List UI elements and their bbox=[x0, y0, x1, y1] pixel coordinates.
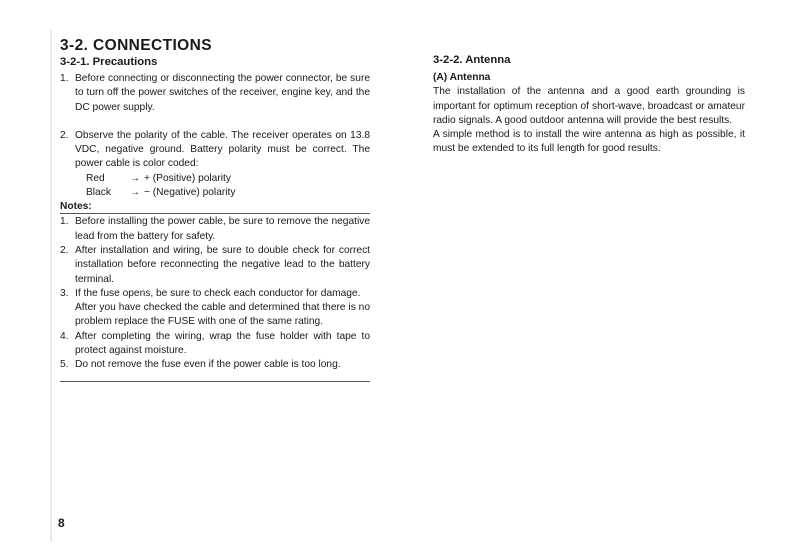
list-item bbox=[60, 244, 370, 287]
item-text: Before installing the power cable, be sure to remove the negative lead from the battery for safety. bbox=[75, 216, 370, 242]
antenna-heading: 3-2-2. Antenna bbox=[433, 54, 511, 66]
color-row-red bbox=[60, 172, 370, 186]
item-number: 5. bbox=[60, 359, 69, 371]
antenna-subheading: (A) Antenna bbox=[433, 72, 491, 83]
list-item bbox=[60, 330, 370, 359]
polarity-label: + (Positive) polarity bbox=[144, 172, 231, 184]
notes-list bbox=[60, 215, 370, 372]
notes-heading: Notes: bbox=[60, 200, 370, 214]
item-text: Before connecting or disconnecting the power connector, be sure to turn off the power switches of the receiver, engine key, and the DC power supply. bbox=[75, 73, 370, 113]
right-column bbox=[433, 54, 745, 157]
item-number: 3. bbox=[60, 287, 69, 299]
color-code-table bbox=[60, 172, 370, 201]
list-item bbox=[60, 287, 370, 330]
item-text: Do not remove the fuse even if the power cable is too long. bbox=[75, 359, 341, 371]
page-edge-shadow bbox=[50, 30, 52, 542]
item-number: 2. bbox=[60, 244, 69, 256]
item-text: After installation and wiring, be sure to double check for correct installation before reconnecting the negative lead to the battery terminal. bbox=[75, 244, 370, 285]
item-number: 4. bbox=[60, 330, 69, 342]
manual-page bbox=[54, 32, 764, 537]
antenna-paragraph-2: A simple method is to install the wire antenna as high as possible, it must be extended to its full length for good results. bbox=[433, 129, 745, 155]
left-column bbox=[60, 56, 370, 382]
list-item bbox=[60, 215, 370, 244]
divider bbox=[60, 381, 370, 382]
item-text: After completing the wiring, wrap the fuse holder with tape to protect against moisture. bbox=[75, 330, 370, 357]
color-row-black bbox=[60, 186, 370, 200]
list-item bbox=[60, 358, 370, 372]
page-number: 8 bbox=[58, 516, 65, 530]
item-text-continued: After you have checked the cable and determined that there is no problem replace the FUSE with one of the same rating. bbox=[75, 302, 370, 328]
item-number: 1. bbox=[60, 73, 69, 84]
section-title: 3-2. CONNECTIONS bbox=[60, 37, 212, 54]
item-number: 1. bbox=[60, 216, 69, 228]
item-text: Observe the polarity of the cable. The receiver operates on 13.8 VDC, negative ground. Battery polarity must be correct. The power cable is color coded: bbox=[75, 129, 370, 170]
list-item bbox=[60, 129, 370, 172]
item-number: 2. bbox=[60, 129, 69, 141]
arrow-icon: → bbox=[130, 172, 141, 184]
color-label: Black bbox=[86, 187, 111, 199]
color-label: Red bbox=[86, 172, 105, 184]
antenna-paragraph-1: The installation of the antenna and a good earth grounding is important for optimum reception of short-wave, broadcast or amateur radio signals. A good outdoor antenna will provide the best results. bbox=[433, 86, 745, 126]
arrow-icon: → bbox=[130, 187, 141, 199]
list-item bbox=[60, 72, 370, 115]
item-text: If the fuse opens, be sure to check each conductor for damage. bbox=[75, 287, 361, 299]
precautions-heading: 3-2-1. Precautions bbox=[60, 56, 158, 68]
precautions-list bbox=[60, 72, 370, 172]
polarity-label: − (Negative) polarity bbox=[144, 187, 236, 199]
